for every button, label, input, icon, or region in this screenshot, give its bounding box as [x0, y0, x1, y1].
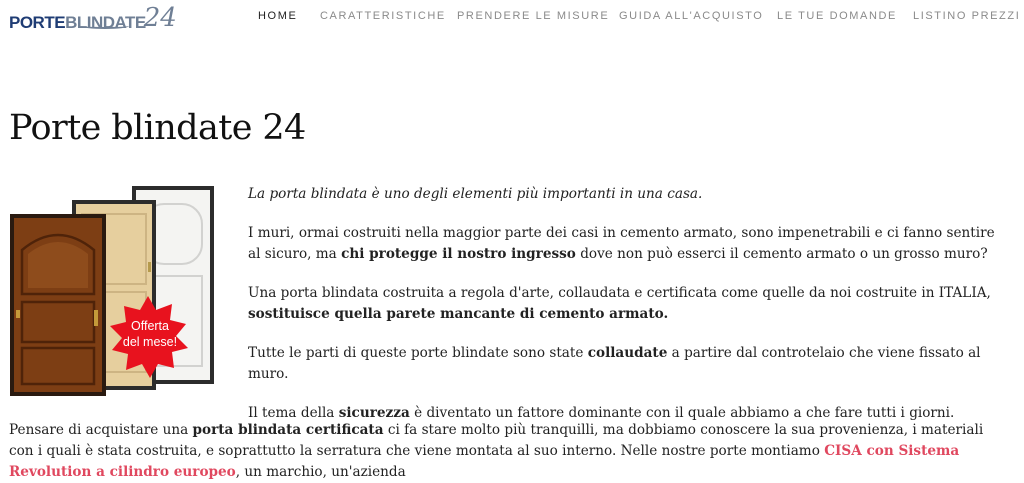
paragraph-purchase: Pensare di acquistare una porta blindata certificata ci fa stare molto più tranquilli, ma dobbiamo conoscere la sua provenienza, i materiali con i quali è stata costruita, e soprattutto la serratura che viene montata al suo interno. Nelle nostre porte montiamo CISA con Sistema Revolution a cilindro europeo, un marchio, un'azienda	[9, 422, 984, 480]
nav-listino-prezzi[interactable]: LISTINO PREZZI	[913, 10, 1021, 22]
offer-badge[interactable]	[110, 318, 190, 350]
paragraph-tested-parts: Tutte le parti di queste porte blindate sono state collaudate a partire dal controtelaio che viene fissato al muro.	[248, 345, 981, 382]
intro-paragraph: La porta blindata è uno degli elementi più importanti in una casa.	[248, 186, 703, 202]
doors-offer-image[interactable]	[10, 184, 220, 396]
offer-badge-line2: del mese!	[122, 335, 178, 349]
logo-swoosh	[81, 23, 129, 29]
cisa-link[interactable]: CISA con Sistema Revolution a cilindro europeo	[9, 443, 960, 480]
paragraph-certified-door: Una porta blindata costruita a regola d'arte, collaudata e certificata come quelle da noi costruite in ITALIA, sostituisce quella parete mancante di cemento armato.	[248, 285, 991, 322]
page-title: Porte blindate 24	[9, 108, 306, 148]
paragraph-security: Il tema della sicurezza è diventato un fattore dominante con il quale abbiamo a che fare tutti i giorni.	[248, 405, 955, 421]
site-logo[interactable]	[9, 3, 177, 33]
nav-prendere-le-misure[interactable]: PRENDERE LE MISURE	[457, 10, 610, 22]
intro-content	[248, 184, 1008, 442]
logo-text: PORTEBLINDATE	[9, 13, 146, 32]
nav-guida-acquisto[interactable]: GUIDA ALL'ACQUISTO	[619, 10, 764, 22]
nav-caratteristiche[interactable]: CARATTERISTICHE	[320, 10, 446, 22]
nav-le-tue-domande[interactable]: LE TUE DOMANDE	[777, 10, 897, 22]
nav-home[interactable]: HOME	[258, 10, 298, 22]
site-header	[0, 0, 1024, 36]
logo-number: 24	[143, 3, 177, 33]
paragraph-walls: I muri, ormai costruiti nella maggior parte dei casi in cemento armato, sono impenetrabili e ci fanno sentire al sicuro, ma chi protegge il nostro ingresso dove non può esserci il cemento armato o un grosso muro?	[248, 225, 995, 262]
offer-badge-line1: Offerta	[131, 319, 169, 333]
doors-illustration	[10, 184, 220, 396]
